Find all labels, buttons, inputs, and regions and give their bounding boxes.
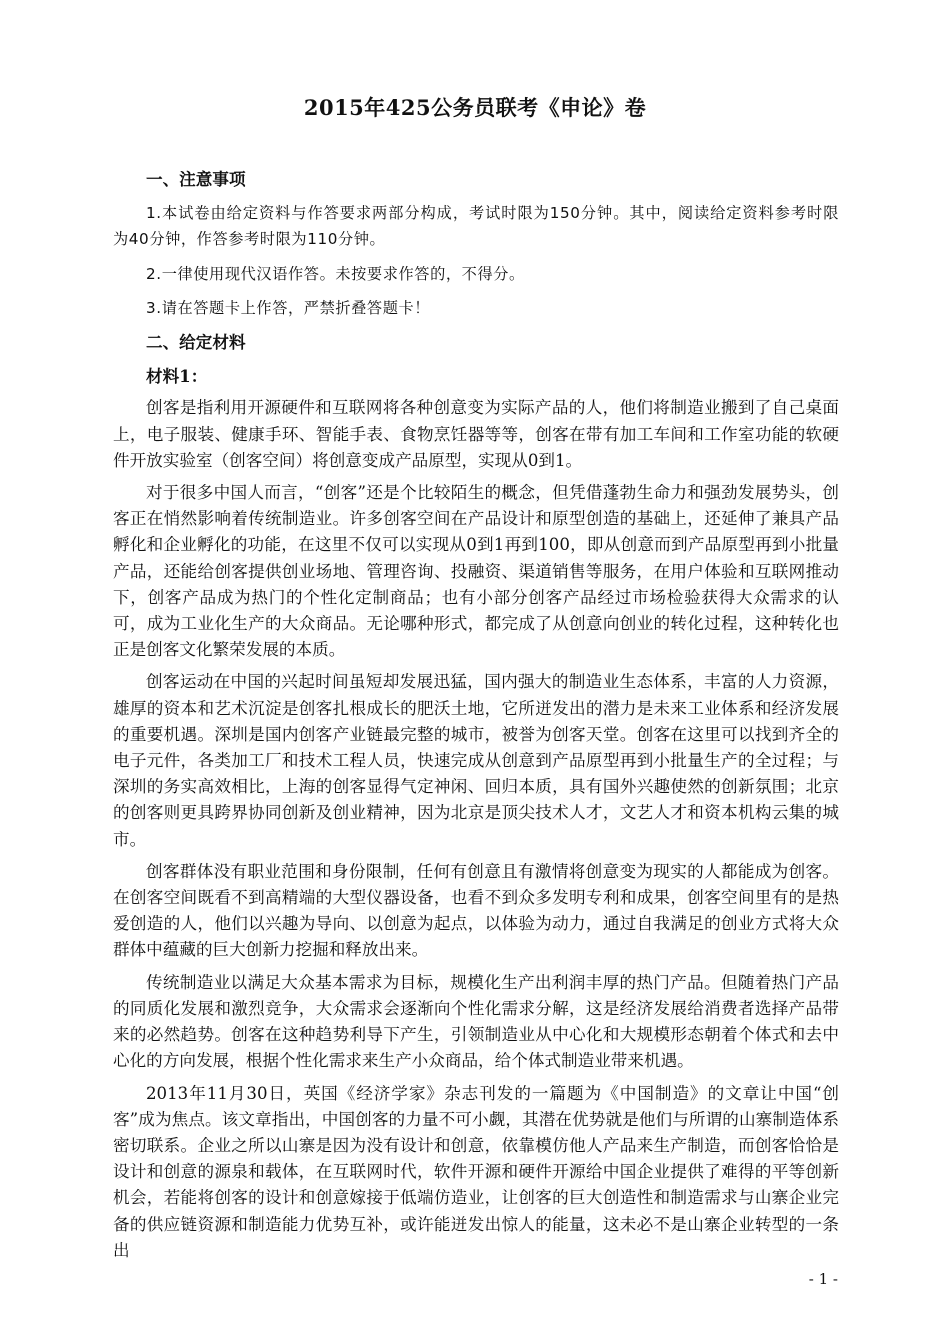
notice-item-3: 3.请在答题卡上作答，严禁折叠答题卡！ (146, 298, 431, 317)
notice-heading: 一、注意事项 (146, 169, 246, 189)
document-title: 2015年425公务员联考《申论》卷 (303, 95, 647, 120)
body-paragraph: 2013年11月30日，英国《经济学家》杂志刊发的一篇题为《中国制造》的文章让中国“创客”成为焦点。该文章指出，中国创客的力量不可小觑，其潜在优势就是他们与所谓的山寨制造体系密切联系。企业之所以山寨是因为没有设计和创意，依靠模仿他人产品来生产制造，而创客恰恰是设计和创意的源泉和载体，在互联网时代，软件开源和硬件开源给中国企业提供了难得的平等创新机会，若能将创客的设计和创意嫁接于低端仿造业，让创客的巨大创造性和制造需求与山寨企业完备的供应链资源和制造能力优势互补，或许能迸发出惊人的能量，这未必不是山寨企业转型的一条出 (113, 1083, 839, 1260)
page-number: - 1 - (808, 1270, 838, 1288)
material-label: 材料1： (146, 366, 208, 387)
document-body (113, 166, 839, 1270)
notice-item-1: 1.本试卷由给定资料与作答要求两部分构成，考试时限为150分钟。其中，阅读给定资料参考时限为40分钟，作答参考时限为110分钟。 (113, 204, 839, 249)
materials-heading: 二、给定材料 (146, 332, 246, 353)
body-paragraph: 传统制造业以满足大众基本需求为目标，规模化生产出利润丰厚的热门产品。但随着热门产品的同质化发展和激烈竞争，大众需求会逐渐向个性化需求分解，这是经济发展给消费者选择产品带来的必然趋势。创客在这种趋势利导下产生，引领制造业从中心化和大规模形态朝着个体式和去中心化的方向发展，根据个性化需求来生产小众商品，给个体式制造业带来机遇。 (113, 972, 839, 1071)
body-paragraph: 创客是指利用开源硬件和互联网将各种创意变为实际产品的人，他们将制造业搬到了自己桌面上，电子服装、健康手环、智能手表、食物烹饪器等等，创客在带有加工车间和工作室功能的软硬件开放实验室（创客空间）将创意变成产品原型，实现从0到1。 (113, 398, 839, 470)
body-paragraph: 创客运动在中国的兴起时间虽短却发展迅猛，国内强大的制造业生态体系，丰富的人力资源，雄厚的资本和艺术沉淀是创客扎根成长的肥沃土地，它所迸发出的潜力是未来工业体系和经济发展的重要机遇。深圳是国内创客产业链最完整的城市，被誉为创客天堂。创客在这里可以找到齐全的电子元件，各类加工厂和技术工程人员，快速完成从创意到产品原型再到小批量生产的全过程；与深圳的务实高效相比，上海的创客显得气定神闲、回归本质，具有国外兴趣使然的创新氛围；北京的创客则更具跨界协同创新及创业精神，因为北京是顶尖技术人才，文艺人才和资本机构云集的城市。 (113, 672, 839, 849)
body-paragraph: 对于很多中国人而言，“创客”还是个比较陌生的概念，但凭借蓬勃生命力和强劲发展势头，创客正在悄然影响着传统制造业。许多创客空间在产品设计和原型创造的基础上，还延伸了兼具产品孵化和企业孵化的功能，在这里不仅可以实现从0到1再到100，即从创意而到产品原型再到小批量产品，还能给创客提供创业场地、管理咨询、投融资、渠道销售等服务，在用户体验和互联网推动下，创客产品成为热门的个性化定制商品；也有小部分创客产品经过市场检验获得大众需求的认可，成为工业化生产的大众商品。无论哪种形式，都完成了从创意向创业的转化过程，这种转化也正是创客文化繁荣发展的本质。 (113, 483, 839, 660)
notice-item-2: 2.一律使用现代汉语作答。未按要求作答的，不得分。 (146, 264, 525, 283)
body-paragraph: 创客群体没有职业范围和身份限制，任何有创意且有激情将创意变为现实的人都能成为创客。在创客空间既看不到高精端的大型仪器设备，也看不到众多发明专利和成果，创客空间里有的是热爱创造的人，他们以兴趣为导向、以创意为起点，以体验为动力，通过自我满足的创业方式将大众群体中蕴藏的巨大创新力挖掘和释放出来。 (113, 861, 839, 960)
